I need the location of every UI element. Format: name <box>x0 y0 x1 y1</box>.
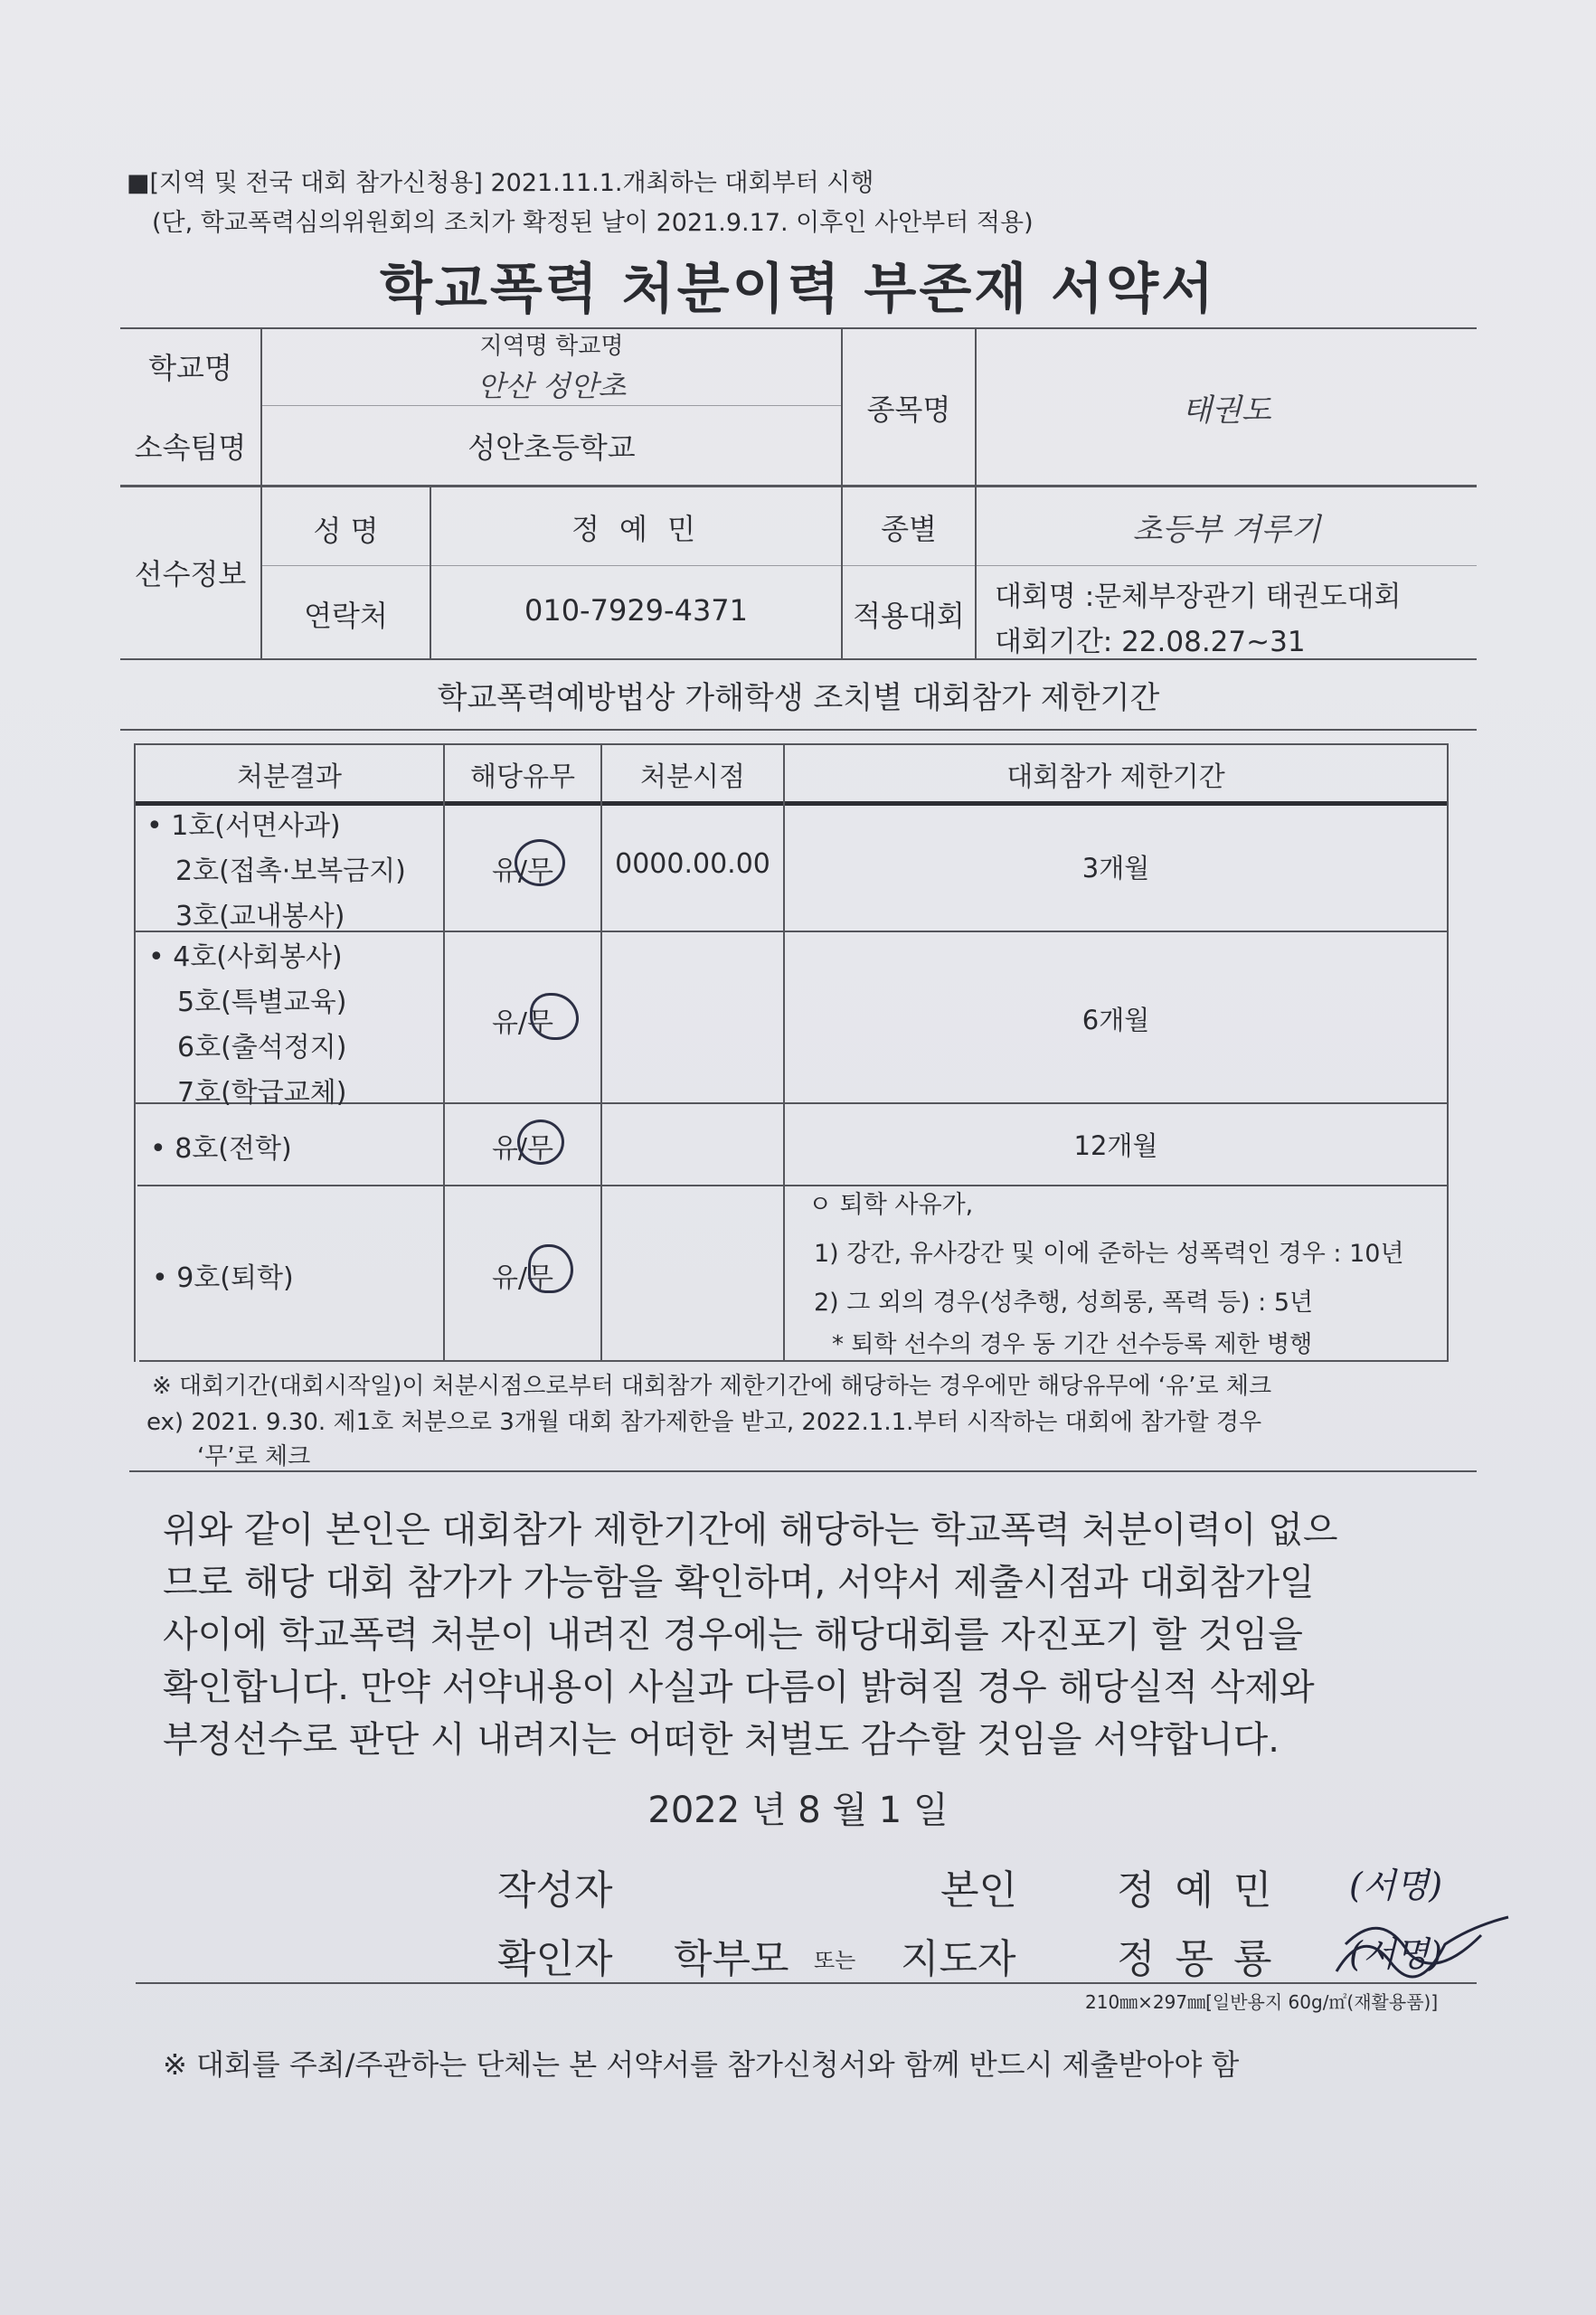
row2-result-3: 6호(출석정지) <box>177 1032 347 1063</box>
row4-period-line-1: ㅇ 퇴학 사유가, <box>808 1191 974 1219</box>
header-result: 처분결과 <box>237 761 342 793</box>
contact-value: 010-7929-4371 <box>524 593 749 628</box>
confirmer-role-coach: 지도자 <box>901 1936 1016 1982</box>
pledge-line-4: 확인합니다. 만약 서약내용이 사실과 다름이 밝혀질 경우 해당실적 삭제와 <box>163 1667 1315 1708</box>
document-title: 학교폭력 처분이력 부존재 서약서 <box>379 258 1217 321</box>
header-date: 처분시점 <box>640 761 745 793</box>
school-label: 학교명 <box>148 351 232 385</box>
confirmer-name: 정 몽 룡 <box>1117 1936 1276 1982</box>
header-applicable: 해당유무 <box>470 761 575 793</box>
row1-result-2: 2호(접촉·보복금지) <box>175 855 406 887</box>
note-2a: ex) 2021. 9.30. 제1호 처분으로 3개월 대회 참가제한을 받고, 2022.1.1.부터 시작하는 대회에 참가할 경우 <box>146 1409 1262 1436</box>
division-value: 초등부 겨루기 <box>1132 512 1321 548</box>
event-value: 태권도 <box>1182 392 1271 429</box>
writer-role: 본인 <box>940 1867 1018 1913</box>
team-label: 소속팀명 <box>134 430 247 465</box>
writer-signature: (서명) <box>1349 1866 1443 1905</box>
row4-period-line-4: * 퇴학 선수의 경우 동 기간 선수등록 제한 병행 <box>832 1331 1313 1358</box>
row4-period-line-2: 1) 강간, 유사강간 및 이에 준하는 성폭력인 경우 : 10년 <box>814 1240 1404 1268</box>
row2-applicable: 유/무 <box>491 1007 554 1039</box>
pledge-line-2: 므로 해당 대회 참가가 가능함을 확인하며, 서약서 제출시점과 대회참가일 <box>163 1562 1315 1603</box>
competition-label: 적용대회 <box>853 599 965 633</box>
row4-check-mark <box>528 1244 573 1293</box>
confirmer-signature: (서명) <box>1349 1934 1443 1974</box>
row4-period-line-3: 2) 그 외의 경우(성추행, 성희롱, 폭력 등) : 5년 <box>814 1289 1314 1317</box>
event-label: 종목명 <box>866 392 951 427</box>
row1-period: 3개월 <box>1081 853 1150 883</box>
note-2b: ‘무’로 체크 <box>197 1443 311 1470</box>
notice-line-1: ■[지역 및 전국 대회 참가신청용] 2021.11.1.개최하는 대회부터 시행 <box>127 169 874 197</box>
row1-result-1: • 1호(서면사과) <box>146 810 341 842</box>
pledge-line-5: 부정선수로 판단 시 내려지는 어떠한 처벌도 감수할 것임을 서약합니다. <box>163 1719 1280 1761</box>
row3-result-1: • 8호(전학) <box>150 1133 292 1165</box>
row4-result-1: • 9호(퇴학) <box>152 1262 294 1294</box>
note-1: ※ 대회기간(대회시작일)이 처분시점으로부터 대회참가 제한기간에 해당하는 경우에만 해당유무에 ‘유’로 체크 <box>152 1373 1272 1400</box>
confirmer-label: 확인자 <box>497 1936 613 1982</box>
competition-name: 대회명 :문체부장관기 태권도대회 <box>995 581 1402 613</box>
row3-period: 12개월 <box>1073 1130 1158 1161</box>
row3-applicable: 유/무 <box>491 1133 554 1165</box>
notice-line-2: (단, 학교폭력심의위원회의 조치가 확정된 날이 2021.9.17. 이후인 사안부터 적용) <box>152 209 1034 237</box>
confirmer-or: 또는 <box>814 1948 856 1973</box>
paper-spec: 210㎜×297㎜[일반용지 60g/㎡(재활용품)] <box>1085 1991 1439 2013</box>
school-value: 안산 성안초 <box>477 369 627 403</box>
restriction-heading: 학교폭력예방법상 가해학생 조치별 대회참가 제한기간 <box>437 680 1160 716</box>
confirmer-role-parent: 학부모 <box>674 1936 789 1982</box>
pledge-date: 2022 년 8 월 1 일 <box>647 1790 949 1831</box>
row2-result-1: • 4호(사회봉사) <box>148 941 343 973</box>
pledge-line-1: 위와 같이 본인은 대회참가 제한기간에 해당하는 학교폭력 처분이력이 없으 <box>163 1509 1338 1551</box>
row1-result-3: 3호(교내봉사) <box>175 901 345 932</box>
row1-date: 0000.00.00 <box>615 848 770 880</box>
player-info-label: 선수정보 <box>134 557 247 591</box>
footer-note: ※ 대회를 주최/주관하는 단체는 본 서약서를 참가신청서와 함께 반드시 제출받아야 함 <box>163 2047 1240 2082</box>
row1-applicable: 유/무 <box>491 855 554 887</box>
row4-applicable: 유/무 <box>491 1262 554 1294</box>
writer-label: 작성자 <box>497 1867 613 1913</box>
row2-result-4: 7호(학급교체) <box>177 1077 347 1109</box>
row2-period: 6개월 <box>1081 1005 1150 1035</box>
row3-check-mark <box>517 1120 564 1165</box>
row2-result-2: 5호(특별교육) <box>177 987 347 1018</box>
school-sublabel: 지역명 학교명 <box>479 333 624 360</box>
name-label: 성 명 <box>313 514 379 548</box>
row1-check-mark <box>515 839 565 886</box>
name-value: 정 예 민 <box>571 512 702 546</box>
writer-name: 정 예 민 <box>1117 1867 1276 1913</box>
header-period: 대회참가 제한기간 <box>1006 761 1225 793</box>
competition-period: 대회기간: 22.08.27~31 <box>995 626 1306 658</box>
pledge-line-3: 사이에 학교폭력 처분이 내려진 경우에는 해당대회를 자진포기 할 것임을 <box>163 1614 1303 1656</box>
team-value: 성안초등학교 <box>467 430 636 465</box>
division-label: 종별 <box>881 512 937 546</box>
contact-label: 연락처 <box>304 599 388 633</box>
